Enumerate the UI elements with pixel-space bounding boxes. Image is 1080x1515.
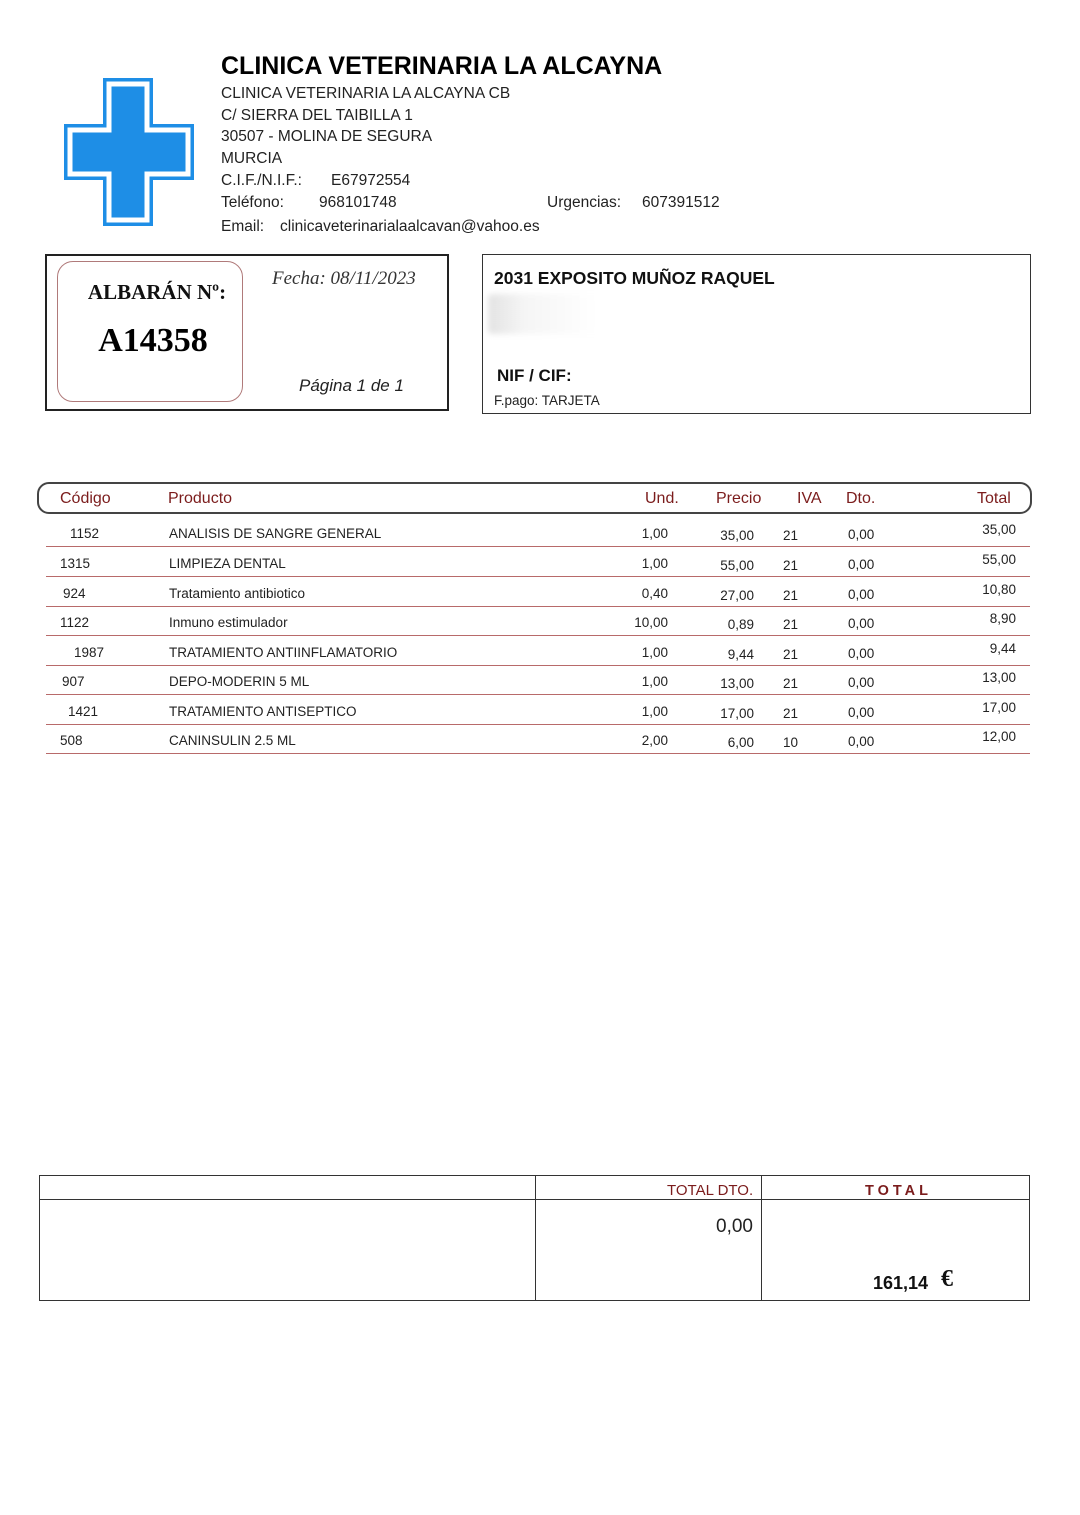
row-units: 1,00 xyxy=(641,674,668,689)
row-vat: 10 xyxy=(783,735,799,750)
clinic-region: MURCIA xyxy=(221,150,283,167)
row-total: 12,00 xyxy=(982,729,1016,744)
row-discount: 0,00 xyxy=(848,587,875,602)
row-units: 10,00 xyxy=(634,615,668,630)
row-price: 35,00 xyxy=(720,528,754,543)
nif-label: NIF / CIF: xyxy=(497,366,572,385)
albaran-number: A14358 xyxy=(98,322,208,359)
row-units: 1,00 xyxy=(641,645,668,660)
totals-column-divider xyxy=(535,1175,536,1301)
row-product: Tratamiento antibiotico xyxy=(169,586,306,601)
row-price: 6,00 xyxy=(727,735,754,750)
row-price: 13,00 xyxy=(720,676,754,691)
col-header-product: Producto xyxy=(168,490,233,507)
row-price: 17,00 xyxy=(720,706,754,721)
clinic-cross-logo xyxy=(58,72,198,232)
row-price: 0,89 xyxy=(727,617,754,632)
row-vat: 21 xyxy=(783,528,799,543)
row-units: 1,00 xyxy=(641,526,668,541)
row-vat: 21 xyxy=(783,706,799,721)
row-discount: 0,00 xyxy=(848,646,875,661)
row-code: 1987 xyxy=(74,645,105,660)
row-vat: 21 xyxy=(783,588,799,603)
row-discount: 0,00 xyxy=(848,527,875,542)
row-discount: 0,00 xyxy=(848,734,875,749)
row-discount: 0,00 xyxy=(848,557,875,572)
table-row xyxy=(46,696,1030,725)
row-product: DEPO-MODERIN 5 ML xyxy=(169,674,310,689)
table-row xyxy=(46,578,1030,607)
col-header-vat: IVA xyxy=(797,490,822,507)
row-vat: 21 xyxy=(783,558,799,573)
row-price: 55,00 xyxy=(720,558,754,573)
col-header-code: Código xyxy=(60,490,111,507)
albaran-date: Fecha: 08/11/2023 xyxy=(272,268,416,289)
col-header-discount: Dto. xyxy=(846,490,876,507)
row-discount: 0,00 xyxy=(848,705,875,720)
row-total: 35,00 xyxy=(982,522,1016,537)
row-vat: 21 xyxy=(783,647,799,662)
row-product: Inmuno estimulador xyxy=(169,615,288,630)
row-units: 1,00 xyxy=(641,556,668,571)
row-product: TRATAMIENTO ANTIINFLAMATORIO xyxy=(169,645,398,660)
emergency-label: Urgencias: xyxy=(547,194,622,211)
col-header-total: Total xyxy=(977,490,1011,507)
row-code: 1122 xyxy=(60,615,90,630)
cif-label: C.I.F./N.I.F.: xyxy=(221,172,302,189)
row-code: 1315 xyxy=(60,556,91,571)
row-code: 907 xyxy=(62,674,85,689)
row-price: 9,44 xyxy=(727,647,754,662)
table-row xyxy=(46,548,1030,577)
grand-total-value: 161,14 xyxy=(873,1273,929,1293)
table-row xyxy=(46,666,1030,695)
row-total: 17,00 xyxy=(982,700,1016,715)
row-total: 8,90 xyxy=(989,611,1016,626)
row-price: 27,00 xyxy=(720,588,754,603)
row-code: 1421 xyxy=(68,704,99,719)
grand-total-label: TOTAL xyxy=(865,1183,932,1199)
total-discount-value: 0,00 xyxy=(716,1216,753,1237)
email-value: clinicaveterinarialaalcavan@vahoo.es xyxy=(280,218,540,235)
row-code: 1152 xyxy=(70,526,100,541)
currency-symbol: € xyxy=(941,1266,953,1292)
table-row xyxy=(46,518,1030,547)
row-vat: 21 xyxy=(783,617,799,632)
row-total: 13,00 xyxy=(982,670,1016,685)
clinic-name: CLINICA VETERINARIA LA ALCAYNA xyxy=(221,52,663,80)
emergency-value: 607391512 xyxy=(642,194,720,211)
col-header-units: Und. xyxy=(645,490,679,507)
customer-name: 2031 EXPOSITO MUÑOZ RAQUEL xyxy=(494,268,775,288)
email-label: Email: xyxy=(221,218,265,235)
table-row xyxy=(46,725,1030,754)
col-header-price: Precio xyxy=(716,490,762,507)
row-units: 1,00 xyxy=(641,704,668,719)
page-indicator: Página 1 de 1 xyxy=(299,376,404,395)
redacted-address xyxy=(488,294,688,334)
table-row xyxy=(46,637,1030,666)
row-code: 924 xyxy=(63,586,86,601)
row-product: CANINSULIN 2.5 ML xyxy=(169,733,296,748)
row-total: 55,00 xyxy=(982,552,1016,567)
clinic-legal-name: CLINICA VETERINARIA LA ALCAYNA CB xyxy=(221,85,511,102)
row-discount: 0,00 xyxy=(848,675,875,690)
row-discount: 0,00 xyxy=(848,616,875,631)
row-total: 10,80 xyxy=(982,582,1016,597)
total-discount-label: TOTAL DTO. xyxy=(667,1182,754,1199)
clinic-postal-city: 30507 - MOLINA DE SEGURA xyxy=(221,128,433,145)
albaran-label: ALBARÁN Nº: xyxy=(87,280,227,304)
cif-value: E67972554 xyxy=(331,172,411,189)
phone-value: 968101748 xyxy=(319,194,397,211)
row-units: 2,00 xyxy=(641,733,668,748)
clinic-address: C/ SIERRA DEL TAIBILLA 1 xyxy=(221,107,413,124)
row-vat: 21 xyxy=(783,676,799,691)
row-product: ANALISIS DE SANGRE GENERAL xyxy=(169,526,382,541)
totals-column-divider xyxy=(761,1175,762,1301)
row-product: LIMPIEZA DENTAL xyxy=(169,556,286,571)
payment-method: F.pago: TARJETA xyxy=(494,393,600,408)
phone-label: Teléfono: xyxy=(221,194,284,211)
row-units: 0,40 xyxy=(641,586,668,601)
row-total: 9,44 xyxy=(989,641,1016,656)
row-code: 508 xyxy=(60,733,83,748)
row-product: TRATAMIENTO ANTISEPTICO xyxy=(169,704,357,719)
table-row xyxy=(46,607,1030,636)
